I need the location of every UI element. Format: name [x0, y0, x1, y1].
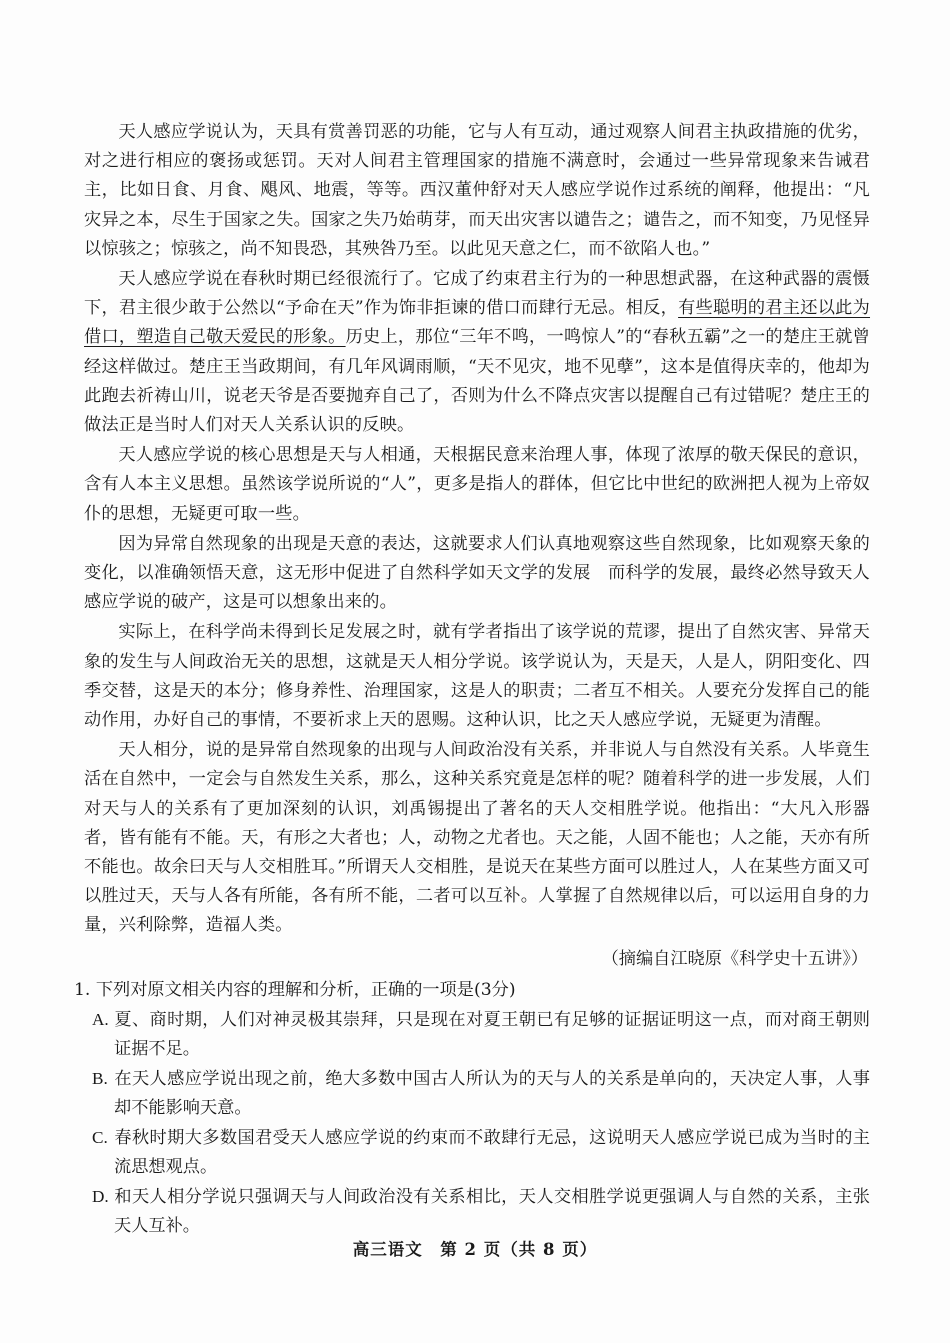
option-b[interactable] — [92, 1064, 870, 1123]
paragraph-3: 天人感应学说的核心思想是天与人相通，天根据民意来治理人事，体现了浓厚的敬天保民的意识，含有人本主义思想。虽然该学说所说的“人”，更多是指人的群体，但它比中世纪的欧洲把人视为上帝奴仆的思想，无疑更可取一些。 — [84, 445, 870, 524]
paragraph-2 — [84, 265, 870, 440]
question-stem: 1. 下列对原文相关内容的理解和分析，正确的一项是(3分) — [74, 979, 516, 1000]
option-text: 在天人感应学说出现之前，绝大多数中国古人所认为的天与人的关系是单向的，天决定人事，人事却不能影响天意。 — [114, 1068, 870, 1118]
option-a[interactable] — [92, 1005, 870, 1064]
paragraph-2-before: 天人感应学说在春秋时期已经很流行了。它成了约束君主行为的一种思想武器，在这种武器的震慑下，君主很少敢于公然以“予命在天”作为饰非拒谏的借口而肆行无忌。相反， — [84, 269, 870, 319]
option-letter: D. — [92, 1186, 109, 1206]
reading-passage — [74, 118, 871, 1241]
paragraph-5: 实际上，在科学尚未得到长足发展之时，就有学者指出了该学说的荒谬，提出了自然灾害、异常天象的发生与人间政治无关的思想，这就是天人相分学说。该学说认为，天是天，人是人，阴阳变化、四季交替，这是天的本分；修身养性、治理国家，这是人的职责；二者互不相关。人要充分发挥自己的能动作用，办好自己的事情，不要祈求上天的恩赐。这种认识，比之天人感应学说，无疑更为清醒。 — [84, 622, 870, 731]
paragraph-2-after: 历史上，那位“三年不鸣，一鸣惊人”的“春秋五霸”之一的楚庄王就曾经这样做过。楚庄王当政期间，有几年风调雨顺，“天不见灾，地不见孽”，这本是值得庆幸的，他却为此跑去祈祷山川，说老天爷是否要抛弃自己了，否则为什么不降点灾害以提醒自己有过错呢？楚庄王的做法正是当时人们对天人关系认识的反映。 — [84, 327, 870, 436]
option-c[interactable] — [92, 1123, 870, 1182]
paragraph-4: 因为异常自然现象的出现是天意的表达，这就要求人们认真地观察这些自然现象，比如观察天象的变化，以准确领悟天意，这无形中促进了自然科学如天文学的发展 而科学的发展，最终必然导致天人感应学说的破产，这是可以想象出来的。 — [84, 533, 870, 613]
option-text: 和天人相分学说只强调天与人间政治没有关系相比，天人交相胜学说更强调人与自然的关系，主张天人互补。 — [114, 1186, 870, 1236]
paragraph-6: 天人相分，说的是异常自然现象的出现与人间政治没有关系，并非说人与自然没有关系。人毕竟生活在自然中，一定会与自然发生关系，那么，这种关系究竟是怎样的呢？随着科学的进一步发展，人们对天与人的关系有了更加深刻的认识，刘禹锡提出了著名的天人交相胜学说。他指出：“大凡入形器者，皆有能有不能。天，有形之大者也；人，动物之尤者也。天之能，人固不能也；人之能，天亦有所不能也。故余曰天与人交相胜耳。”所谓天人交相胜，是说天在某些方面可以胜过人，人在某些方面又可以胜过天，天与人各有所能，各有所不能，二者可以互补。人掌握了自然规律以后，可以运用自身的力量，兴利除弊，造福人类。 — [84, 740, 870, 936]
underlined-sentence: 有些聪明的君主还以此为借口，塑造自己敬天爱民的形象。 — [84, 298, 871, 348]
option-d[interactable] — [92, 1182, 870, 1241]
option-text: 夏、商时期，人们对神灵极其崇拜，只是现在对夏王朝已有足够的证据证明这一点，而对商王朝则证据不足。 — [114, 1009, 870, 1059]
option-letter: B. — [92, 1068, 108, 1088]
page-footer: 高三语文 第 2 页（共 8 页） — [352, 1240, 598, 1259]
option-text: 春秋时期大多数国君受天人感应学说的约束而不敢肆行无忌，这说明天人感应学说已成为当时的主流思想观点。 — [114, 1127, 870, 1177]
source-citation: （摘编自江晓原《科学史十五讲》） — [601, 948, 868, 969]
option-letter: C. — [92, 1127, 108, 1147]
option-letter: A. — [92, 1009, 109, 1029]
paragraph-1: 天人感应学说认为，天具有赏善罚恶的功能，它与人有互动，通过观察人间君主执政措施的优劣，对之进行相应的褒扬或惩罚。天对人间君主管理国家的措施不满意时，会通过一些异常现象来告诫君主，比如日食、月食、飓风、地震，等等。西汉董仲舒对天人感应学说作过系统的阐释，他提出：“凡灾异之本，尽生于国家之失。国家之失乃始萌芽，而天出灾害以谴告之；谴告之，而不知变，乃见怪异以惊骇之；惊骇之，尚不知畏恐，其殃咎乃至。以此见天意之仁，而不欲陷人也。” — [84, 122, 870, 259]
